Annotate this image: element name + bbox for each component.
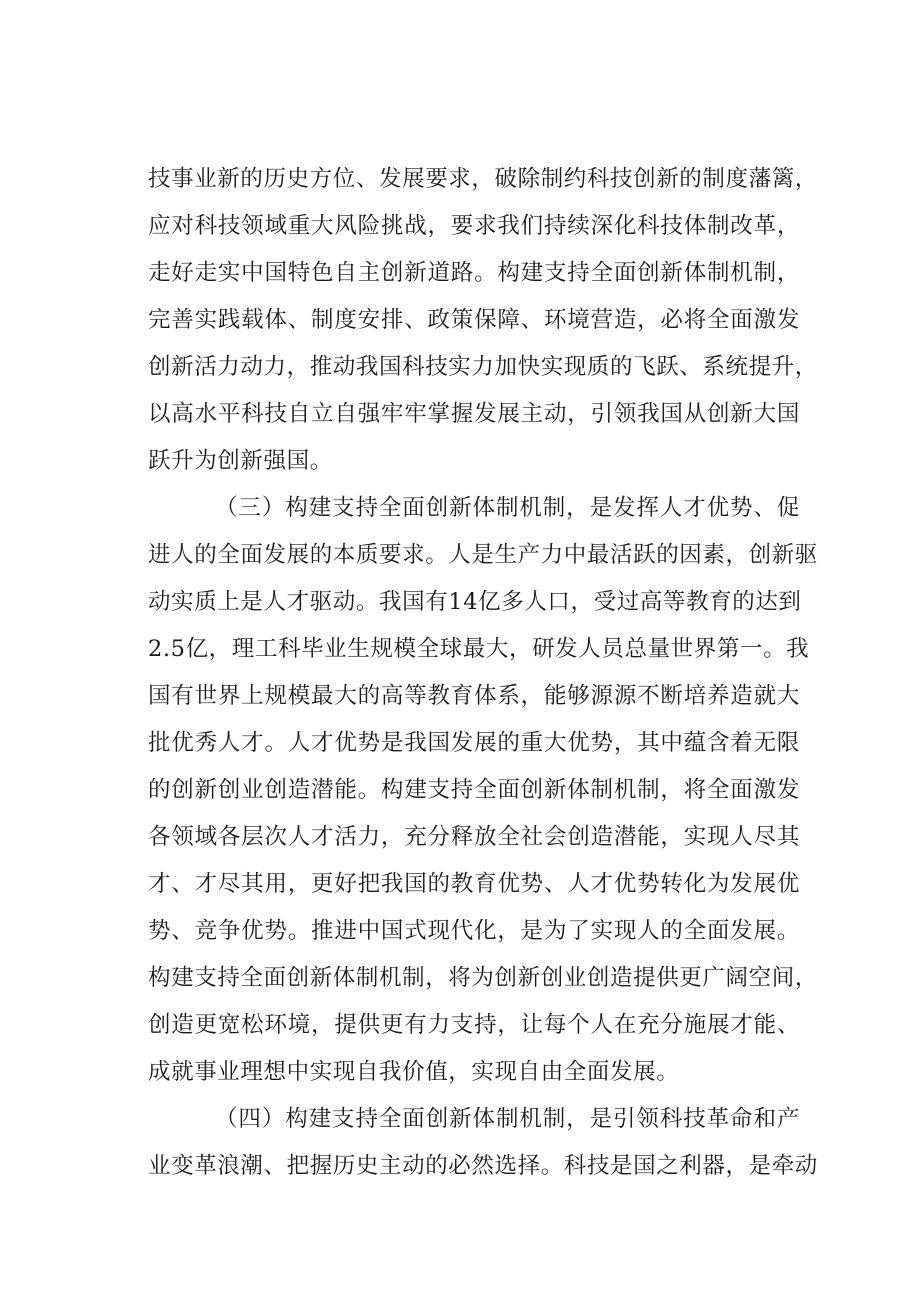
text-line: 走好走实中国特色自主创新道路。构建支持全面创新体制机制， xyxy=(148,260,800,286)
text-line: 创新活力动力，推动我国科技实力加快实现质的飞跃、系统提升， xyxy=(148,354,818,380)
text-line: 技事业新的历史方位、发展要求，破除制约科技创新的制度藩篱， xyxy=(148,166,818,192)
text-line: 业变革浪潮、把握历史主动的必然选择。科技是国之利器，是牵动 xyxy=(148,1153,818,1179)
text-line: 势、竞争优势。推进中国式现代化，是为了实现人的全面发展。 xyxy=(148,918,800,944)
text-line: 各领域各层次人才活力，充分释放全社会创造潜能，实现人尽其 xyxy=(148,824,800,850)
text-line: 动实质上是人才驱动。我国有14亿多人口，受过高等教育的达到 xyxy=(148,589,802,615)
text-line: 批优秀人才。人才优势是我国发展的重大优势，其中蕴含着无限 xyxy=(148,730,800,756)
text-line: 的创新创业创造潜能。构建支持全面创新体制机制，将全面激发 xyxy=(148,777,800,803)
text-line: 成就事业理想中实现自我价值，实现自由全面发展。 xyxy=(148,1059,680,1085)
text-line: 构建支持全面创新体制机制，将为创新创业创造提供更广阔空间， xyxy=(148,965,818,991)
text-line: 才、才尽其用，更好把我国的教育优势、人才优势转化为发展优 xyxy=(148,871,800,897)
text-line: 以高水平科技自立自强牢牢掌握发展主动，引领我国从创新大国 xyxy=(148,401,800,427)
paragraph-2 xyxy=(148,485,818,1096)
paragraph-3 xyxy=(148,1096,818,1190)
text-line: 完善实践载体、制度安排、政策保障、环境营造，必将全面激发 xyxy=(148,307,800,333)
text-line: 创造更宽松环境，提供更有力支持，让每个人在充分施展才能、 xyxy=(148,1012,800,1038)
paragraph-1 xyxy=(148,156,818,485)
text-line: 跃升为创新强国。 xyxy=(148,448,333,474)
text-line: 应对科技领域重大风险挑战，要求我们持续深化科技体制改革， xyxy=(148,213,800,239)
text-line: （四）构建支持全面创新体制机制，是引领科技革命和产 xyxy=(215,1106,800,1132)
body-text xyxy=(148,156,818,1190)
text-line: 进人的全面发展的本质要求。人是生产力中最活跃的因素，创新驱 xyxy=(148,542,818,568)
text-line: 2.5亿，理工科毕业生规模全球最大，研发人员总量世界第一。我 xyxy=(148,636,810,662)
text-line: 国有世界上规模最大的高等教育体系，能够源源不断培养造就大 xyxy=(148,683,800,709)
text-line: （三）构建支持全面创新体制机制，是发挥人才优势、促 xyxy=(215,495,800,521)
